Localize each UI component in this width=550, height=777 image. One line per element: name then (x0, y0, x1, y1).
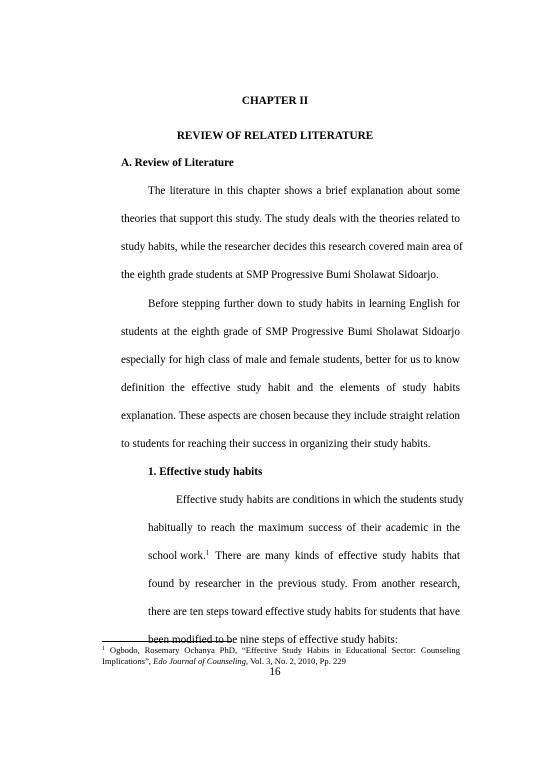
subsection-paragraph-line-3 (148, 550, 460, 563)
paragraph-2-line-3: especially for high class of male and female students, better for us to know (121, 354, 460, 366)
paragraph-1-line-3: study habits, while the researcher decides this research covered main area of (121, 241, 463, 253)
footnote-text-line-1: Ogbodo, Rosemary Ochanya PhD, “Effective Study Habits in Educational Sector: Counseling (109, 645, 461, 655)
footnote-line-1 (102, 645, 460, 655)
subsection-paragraph-line-6: been modified to be nine steps of effective study habits: (148, 634, 398, 646)
subsection-line-3-start (148, 550, 209, 563)
paragraph-1-line-1: The literature in this chapter shows a brief explanation about some (148, 185, 460, 197)
footnote-journal-title: Edo Journal of Counseling, (153, 656, 249, 666)
subsection-line-3-end: There are many kinds of effective study habits that (215, 550, 460, 562)
paragraph-2-line-6: to students for reaching their success in organizing their study habits. (121, 438, 431, 450)
paragraph-2-line-5: explanation. These aspects are chosen because they include straight relation (121, 410, 461, 422)
footnote-line-2-start: Implications”, (102, 656, 154, 666)
section-heading-review-of-literature: A. Review of Literature (121, 157, 234, 169)
footnote-number: 1 (102, 646, 105, 652)
subsection-paragraph-line-5: there are ten steps toward effective study habits for students that have (148, 606, 460, 618)
footnote-line-2 (102, 656, 346, 666)
paragraph-2-line-1: Before stepping further down to study habits in learning English for (148, 298, 460, 310)
footnote-line-2-end: Vol. 3, No. 2, 2010, Pp. 229 (248, 656, 346, 666)
subsection-paragraph-line-1: Effective study habits are conditions in which the students study (176, 494, 464, 506)
paragraph-1-line-2: theories that support this study. The study deals with the theories related to (121, 213, 460, 225)
footnote-reference: 1 (205, 549, 210, 557)
paragraph-1-line-4: the eighth grade students at SMP Progressive Bumi Sholawat Sidoarjo. (121, 269, 439, 281)
footnote-divider (102, 641, 232, 642)
page-number: 16 (269, 666, 281, 678)
subsection-heading-effective-study-habits: 1. Effective study habits (148, 466, 263, 478)
chapter-number: CHAPTER II (241, 95, 309, 107)
paragraph-2-line-2: students at the eighth grade of SMP Progressive Bumi Sholawat Sidoarjo (121, 326, 460, 338)
chapter-title: REVIEW OF RELATED LITERATURE (176, 130, 374, 142)
school-work-text: school work. (148, 550, 206, 562)
subsection-paragraph-line-4: found by researcher in the previous study. From another research, (148, 578, 460, 590)
subsection-paragraph-line-2: habitually to reach the maximum success of their academic in the (148, 522, 460, 534)
paragraph-2-line-4: definition the effective study habit and the elements of study habits (121, 382, 460, 394)
